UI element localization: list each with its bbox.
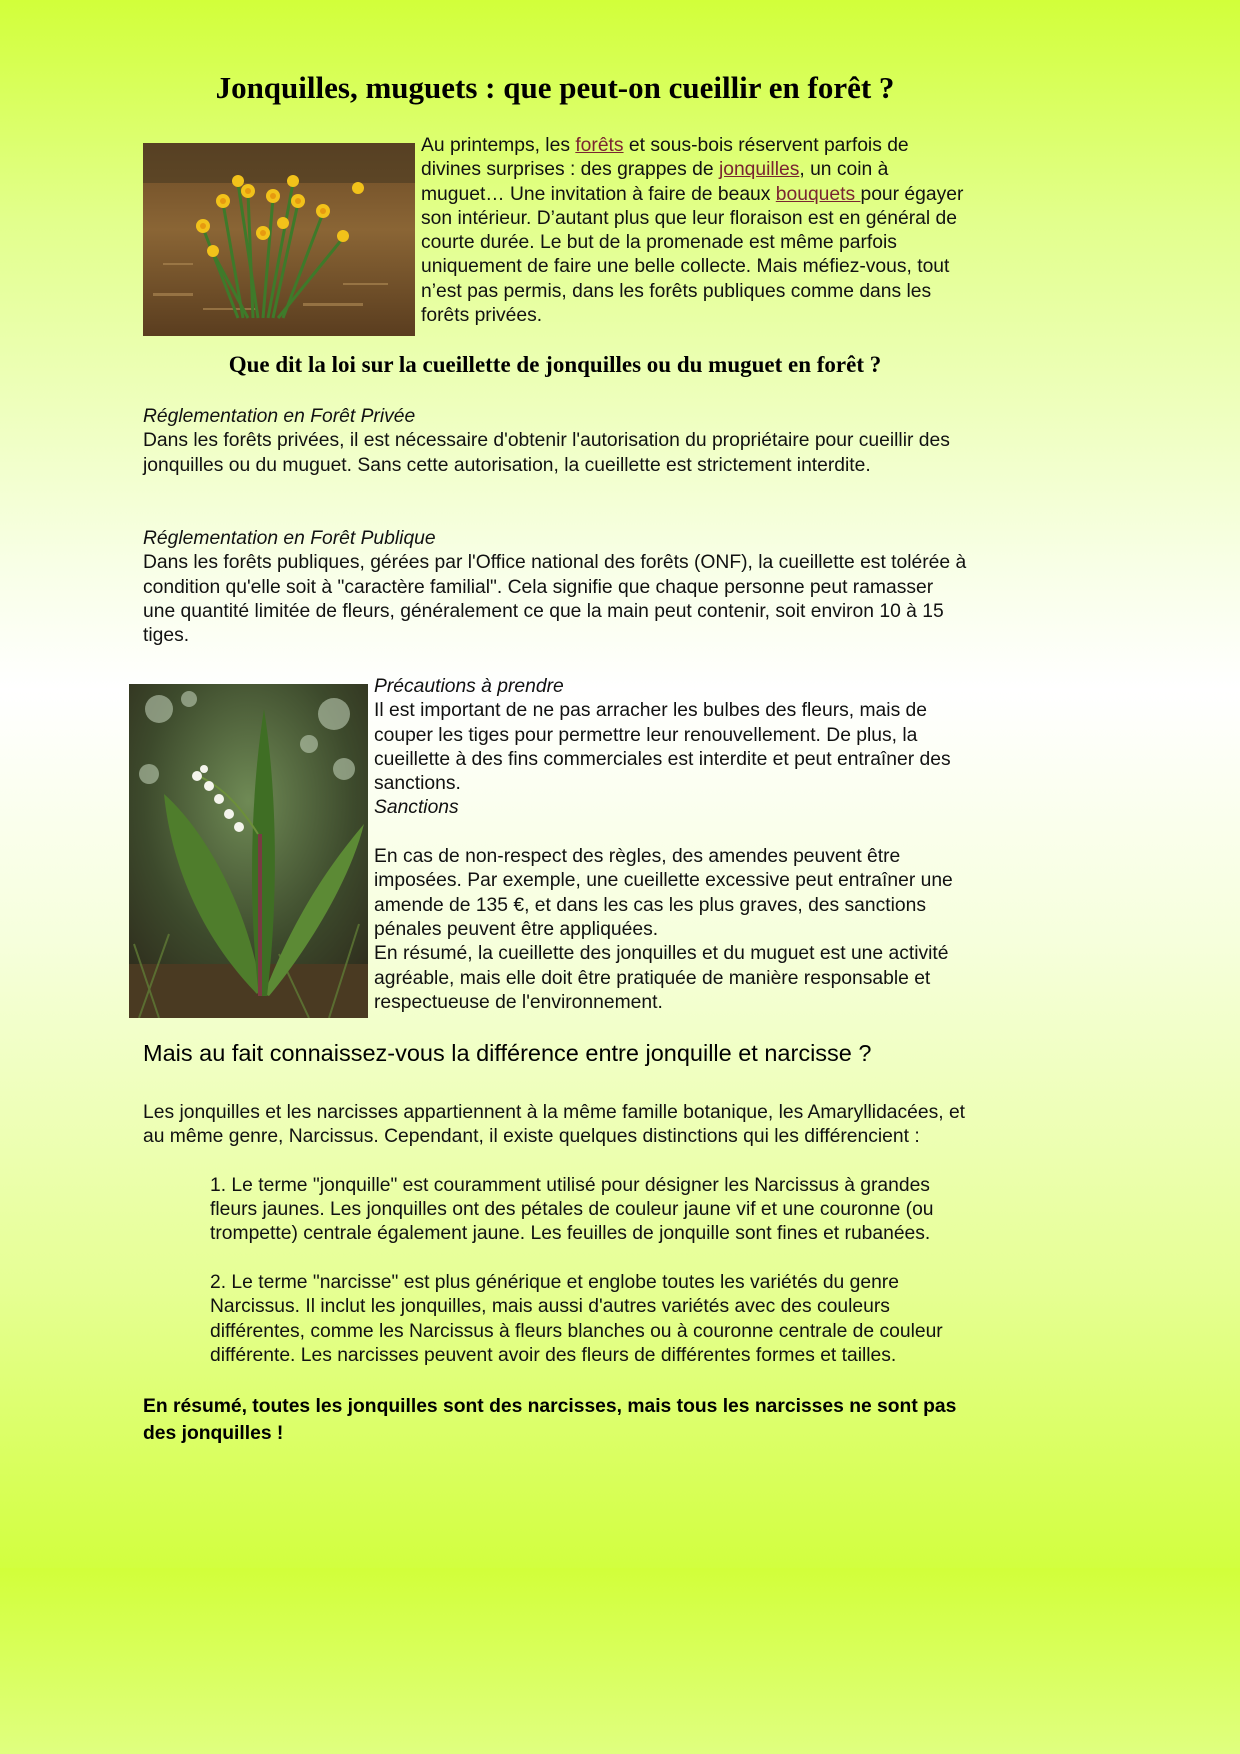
difference-section bbox=[143, 1101, 968, 1447]
intro-text-3: , un coin à muguet… Une invitation à faire de beaux bbox=[421, 159, 889, 205]
sanctions-body: En cas de non-respect des règles, des amendes peuvent être imposées. Par exemple, une cueillette excessive peut entraîner une amende de 135 €, et dans les cas les plus graves, des sanctions pénales peuvent être appliquées. bbox=[374, 846, 953, 940]
private-forest-heading: Réglementation en Forêt Privée bbox=[143, 406, 416, 427]
spacer bbox=[143, 1368, 968, 1392]
difference-intro: Les jonquilles et les narcisses appartiennent à la même famille botanique, les Amaryllidacées, et au même genre, Narcissus. Cependant, il existe quelques distinctions qui les différencient : bbox=[143, 1102, 966, 1148]
muguet-photo bbox=[129, 684, 368, 1018]
link-jonquilles[interactable]: jonquilles bbox=[718, 159, 800, 181]
public-forest-heading: Réglementation en Forêt Publique bbox=[143, 528, 436, 549]
link-bouquets[interactable]: bouquets bbox=[775, 183, 861, 205]
daffodil-photo bbox=[143, 143, 415, 336]
spacer bbox=[374, 821, 969, 845]
intro-text-1: Au printemps, les bbox=[421, 135, 576, 156]
public-forest-section bbox=[143, 527, 968, 648]
sanctions-summary: En résumé, la cueillette des jonquilles et du muguet est une activité agréable, mais elle doit être pratiquée de manière responsable et respectueuse de l'environnement. bbox=[374, 943, 949, 1013]
intro-paragraph bbox=[421, 134, 969, 328]
difference-item-1: 1. Le terme "jonquille" est couramment utilisé pour désigner les Narcissus à grandes fleurs jaunes. Les jonquilles ont des pétales de couleur jaune vif et une couronne (ou trompette) centrale également jaune. Les feuilles de jonquille sont fines et rubanées. bbox=[210, 1174, 934, 1245]
difference-heading: Mais au fait connaissez-vous la différence entre jonquille et narcisse ? bbox=[143, 1040, 872, 1066]
precautions-heading: Précautions à prendre bbox=[374, 676, 564, 697]
intro-text-2: et sous-bois réservent parfois de divines surprises : des grappes de bbox=[421, 135, 909, 181]
precautions-body: Il est important de ne pas arracher les bulbes des fleurs, mais de couper les tiges pour permettre leur renouvellement. De plus, la cueillette à des fins commerciales est interdite et peut entraîner des sanctions. bbox=[374, 700, 951, 795]
page-title: Jonquilles, muguets : que peut-on cueillir en forêt ? bbox=[215, 70, 895, 105]
difference-item-2: 2. Le terme "narcisse" est plus générique et englobe toutes les variétés du genre Narcissus. Il inclut les jonquilles, mais aussi d'autres variétés avec des couleurs différentes, comme les Narcissus à fleurs blanches ou à couronne centrale de couleur différente. Les narcisses peuvent avoir des fleurs de différentes formes et tailles. bbox=[210, 1272, 943, 1366]
intro-text-4: pour égayer son intérieur. D’autant plus que leur floraison est en général de courte durée. Le but de la promenade est même parfois uniquement de faire une belle collecte. Mais méfiez-vous, tout n’est pas permis, dans les forêts publiques comme dans les forêts privées. bbox=[421, 183, 964, 327]
difference-conclusion: En résumé, toutes les jonquilles sont des narcisses, mais tous les narcisses ne sont pas des jonquilles ! bbox=[143, 1395, 957, 1444]
private-forest-body: Dans les forêts privées, il est nécessaire d'obtenir l'autorisation du propriétaire pour cueillir des jonquilles ou du muguet. Sans cette autorisation, la cueillette est strictement interdite. bbox=[143, 430, 950, 476]
spacer bbox=[143, 1247, 968, 1271]
private-forest-section bbox=[143, 405, 968, 478]
link-forets[interactable]: forêts bbox=[575, 135, 624, 156]
precautions-section bbox=[374, 675, 969, 1015]
public-forest-body: Dans les forêts publiques, gérées par l'Office national des forêts (ONF), la cueillette est tolérée à condition qu'elle soit à "caractère familial". Cela signifie que chaque personne peut ramasser une quantité limitée de fleurs, généralement ce que la main peut contenir, soit environ 10 à 15 tiges. bbox=[143, 552, 967, 647]
section-subtitle: Que dit la loi sur la cueillette de jonquilles ou du muguet en forêt ? bbox=[228, 352, 882, 377]
sanctions-heading: Sanctions bbox=[374, 797, 459, 819]
spacer bbox=[143, 1150, 968, 1174]
